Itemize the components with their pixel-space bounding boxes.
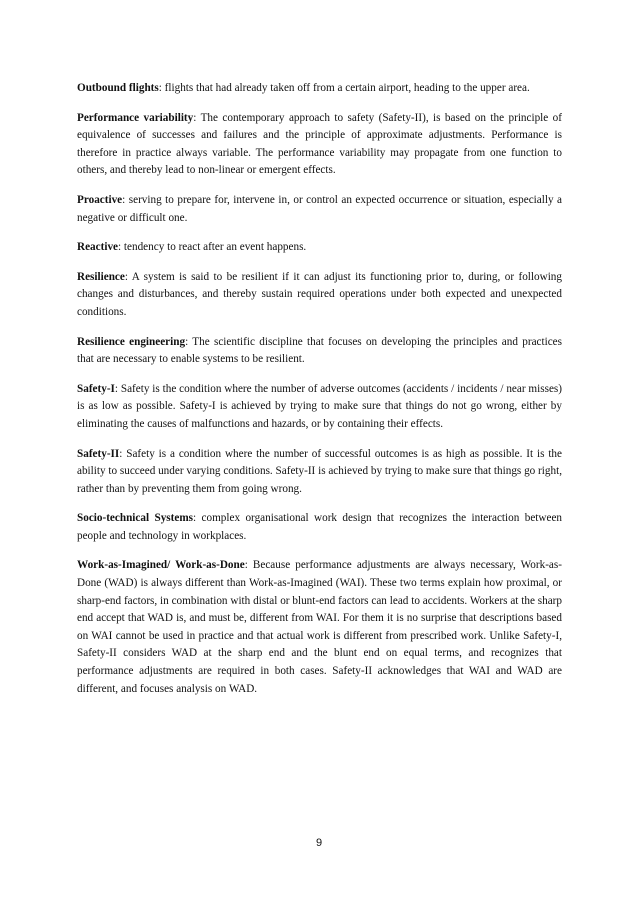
glossary-definition: : complex organisational work design that recognizes the interaction between people and technology in workplaces. (77, 512, 563, 542)
glossary-definition: : A system is said to be resilient if it can adjust its functioning prior to, during, or following changes and disturbances, and thereby sustain required operations under both expected and unexpected conditions. (77, 270, 562, 318)
glossary-entry-safety-i (77, 381, 562, 434)
glossary-definition: : Safety is the condition where the number of adverse outcomes (accidents / incidents / near misses) is as low as possible. Safety-I is achieved by trying to make sure that things do not go wrong, either by eliminating the causes of malfunctions and hazards, or by containing their effects. (77, 382, 562, 430)
glossary-definition: : tendency to react after an event happens. (118, 241, 307, 254)
glossary-definition: : The contemporary approach to safety (Safety-II), is based on the principle of equivalence of successes and failures and the principle of approximate adjustments. Performance is therefore in practice always variable. The performance variability may propagate from one function to others, and thereby lead to non-linear or emergent effects. (77, 111, 562, 177)
glossary-term: Resilience (77, 270, 125, 283)
glossary-term: Performance variability (77, 111, 194, 124)
glossary-definition: : flights that had already taken off from a certain airport, heading to the upper area. (158, 82, 530, 94)
glossary-entry-socio-technical-systems (77, 510, 562, 545)
page-number: 9 (315, 837, 323, 849)
glossary-entry-resilience (77, 269, 562, 322)
glossary-entry-performance-variability (77, 110, 562, 180)
glossary-list (77, 80, 562, 710)
glossary-definition: : Safety is a condition where the number of successful outcomes is as high as possible. It is the ability to succeed under varying conditions. Safety-II is achieved by trying to make sure that things go right, rather than by preventing them from going wrong. (77, 447, 562, 495)
glossary-term: Socio-technical Systems (77, 512, 194, 525)
glossary-term: Reactive (77, 241, 118, 254)
glossary-entry-resilience-engineering (77, 334, 562, 369)
glossary-definition: : Because performance adjustments are always necessary, Work-as-Done (WAD) is always different than Work-as-Imagined (WAI). These two terms explain how proximal, or sharp-end factors, in combination with distal or blunt-end factors can lead to accidents. Workers at the sharp end accept that WAD is, and must be, different from WAI. For them it is no surprise that descriptions based on WAI cannot be used in practice and that actual work is different from prescribed work. Unlike Safety-I, Safety-II considers WAD at the sharp end and the blunt end on equal terms, and recognizes that performance adjustments are required in both cases. Safety-II acknowledges that WAI and WAD are different, and focuses analysis on WAD. (77, 559, 562, 695)
glossary-term: Safety-I (77, 382, 115, 395)
glossary-term: Safety-II (77, 447, 120, 460)
glossary-term: Proactive (77, 193, 123, 206)
glossary-entry-safety-ii (77, 446, 562, 499)
glossary-entry-work-as-imagined-work-as-done (77, 557, 562, 698)
glossary-term: Resilience engineering (77, 335, 186, 348)
glossary-definition: : The scientific discipline that focuses on developing the principles and practices that are necessary to enable systems to be resilient. (77, 335, 563, 366)
glossary-entry-reactive (77, 239, 562, 257)
glossary-term: Outbound flights (77, 82, 159, 94)
glossary-definition: : serving to prepare for, intervene in, or control an expected occurrence or situation, especially a negative or difficult one. (77, 193, 562, 224)
glossary-term: Work-as-Imagined/ Work-as-Done (77, 559, 245, 572)
glossary-entry-proactive (77, 192, 562, 227)
glossary-entry-outbound-flights (77, 80, 562, 98)
